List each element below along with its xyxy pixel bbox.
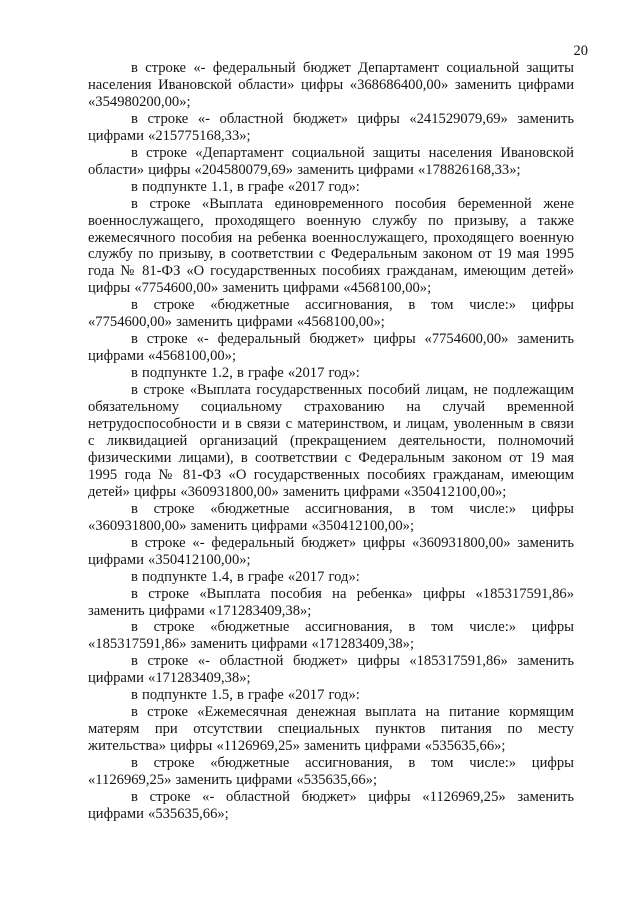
- subclause-heading-1-1: в подпункте 1.1, в графе «2017 год»:: [131, 178, 360, 195]
- subclause-heading-1-5: в подпункте 1.5, в графе «2017 год»:: [131, 687, 360, 704]
- subclause-heading-1-4: в подпункте 1.4, в графе «2017 год»:: [131, 568, 360, 585]
- paragraph-regional-budget-1-4: в строке «- областной бюджет» цифры «185317591,86» заменить цифрами «171283409,38»;: [88, 653, 574, 687]
- paragraph-budget-allocations-1-5: в строке «бюджетные ассигнования, в том числе:» цифры «1126969,25» заменить цифрами «535635,66»;: [88, 755, 574, 789]
- paragraph-lump-sum-allowance: в строке «Выплата единовременного пособия беременной жене военнослужащего, проходящего военную службу по призыву, а также ежемесячного пособия на ребенка военнослужащего, проходящего военную службу по призыву, в соответствии с Федеральным законом от 19 мая 1995 года № 81-ФЗ «О государственных пособиях гражданам, имеющим детей» цифры «7754600,00» заменить цифрами «4568100,00»;: [88, 195, 574, 297]
- paragraph-department-social-protection: в строке «Департамент социальной защиты населения Ивановской области» цифры «204580079,69» заменить цифрами «178826168,33»;: [88, 144, 574, 178]
- paragraph-budget-allocations-1-1: в строке «бюджетные ассигнования, в том числе:» цифры «7754600,00» заменить цифрами «4568100,00»;: [88, 297, 574, 331]
- paragraph-federal-budget-department: в строке «- федеральный бюджет Департамент социальной защиты населения Ивановской области» цифры «368686400,00» заменить цифрами «354980200,00»;: [88, 60, 574, 110]
- paragraph-nursing-mothers-payment: в строке «Ежемесячная денежная выплата на питание кормящим матерям при отсутствии специальных пунктов питания по месту жительства» цифры «1126969,25» заменить цифрами «535635,66»;: [88, 704, 574, 755]
- page-number: 20: [573, 43, 588, 59]
- paragraph-regional-budget: в строке «- областной бюджет» цифры «241529079,69» заменить цифрами «215775168,33»;: [88, 110, 574, 144]
- paragraph-state-allowances: в строке «Выплата государственных пособий лицам, не подлежащим обязательному социальному страхованию на случай временной нетрудоспособности и в связи с материнством, и лицам, уволенным в связи с ликвидацией организаций (прекращением деятельности, полномочий физическими лицами), в соответствии с Федеральным законом от 19 мая 1995 года № 81-ФЗ «О государственных пособиях гражданам, имеющим детей» цифры «360931800,00» заменить цифрами «350412100,00»;: [88, 382, 574, 500]
- document-body: [88, 60, 574, 823]
- paragraph-federal-budget-1-2: в строке «- федеральный бюджет» цифры «360931800,00» заменить цифрами «350412100,00»;: [88, 534, 574, 568]
- paragraph-budget-allocations-1-2: в строке «бюджетные ассигнования, в том числе:» цифры «360931800,00» заменить цифрами «350412100,00»;: [88, 500, 574, 534]
- paragraph-child-allowance: в строке «Выплата пособия на ребенка» цифры «185317591,86» заменить цифрами «171283409,38»;: [88, 585, 574, 619]
- subclause-heading-1-2: в подпункте 1.2, в графе «2017 год»:: [131, 365, 360, 382]
- paragraph-regional-budget-1-5: в строке «- областной бюджет» цифры «1126969,25» заменить цифрами «535635,66»;: [88, 788, 574, 822]
- paragraph-budget-allocations-1-4: в строке «бюджетные ассигнования, в том числе:» цифры «185317591,86» заменить цифрами «171283409,38»;: [88, 619, 574, 653]
- paragraph-federal-budget-1-1: в строке «- федеральный бюджет» цифры «7754600,00» заменить цифрами «4568100,00»;: [88, 331, 574, 365]
